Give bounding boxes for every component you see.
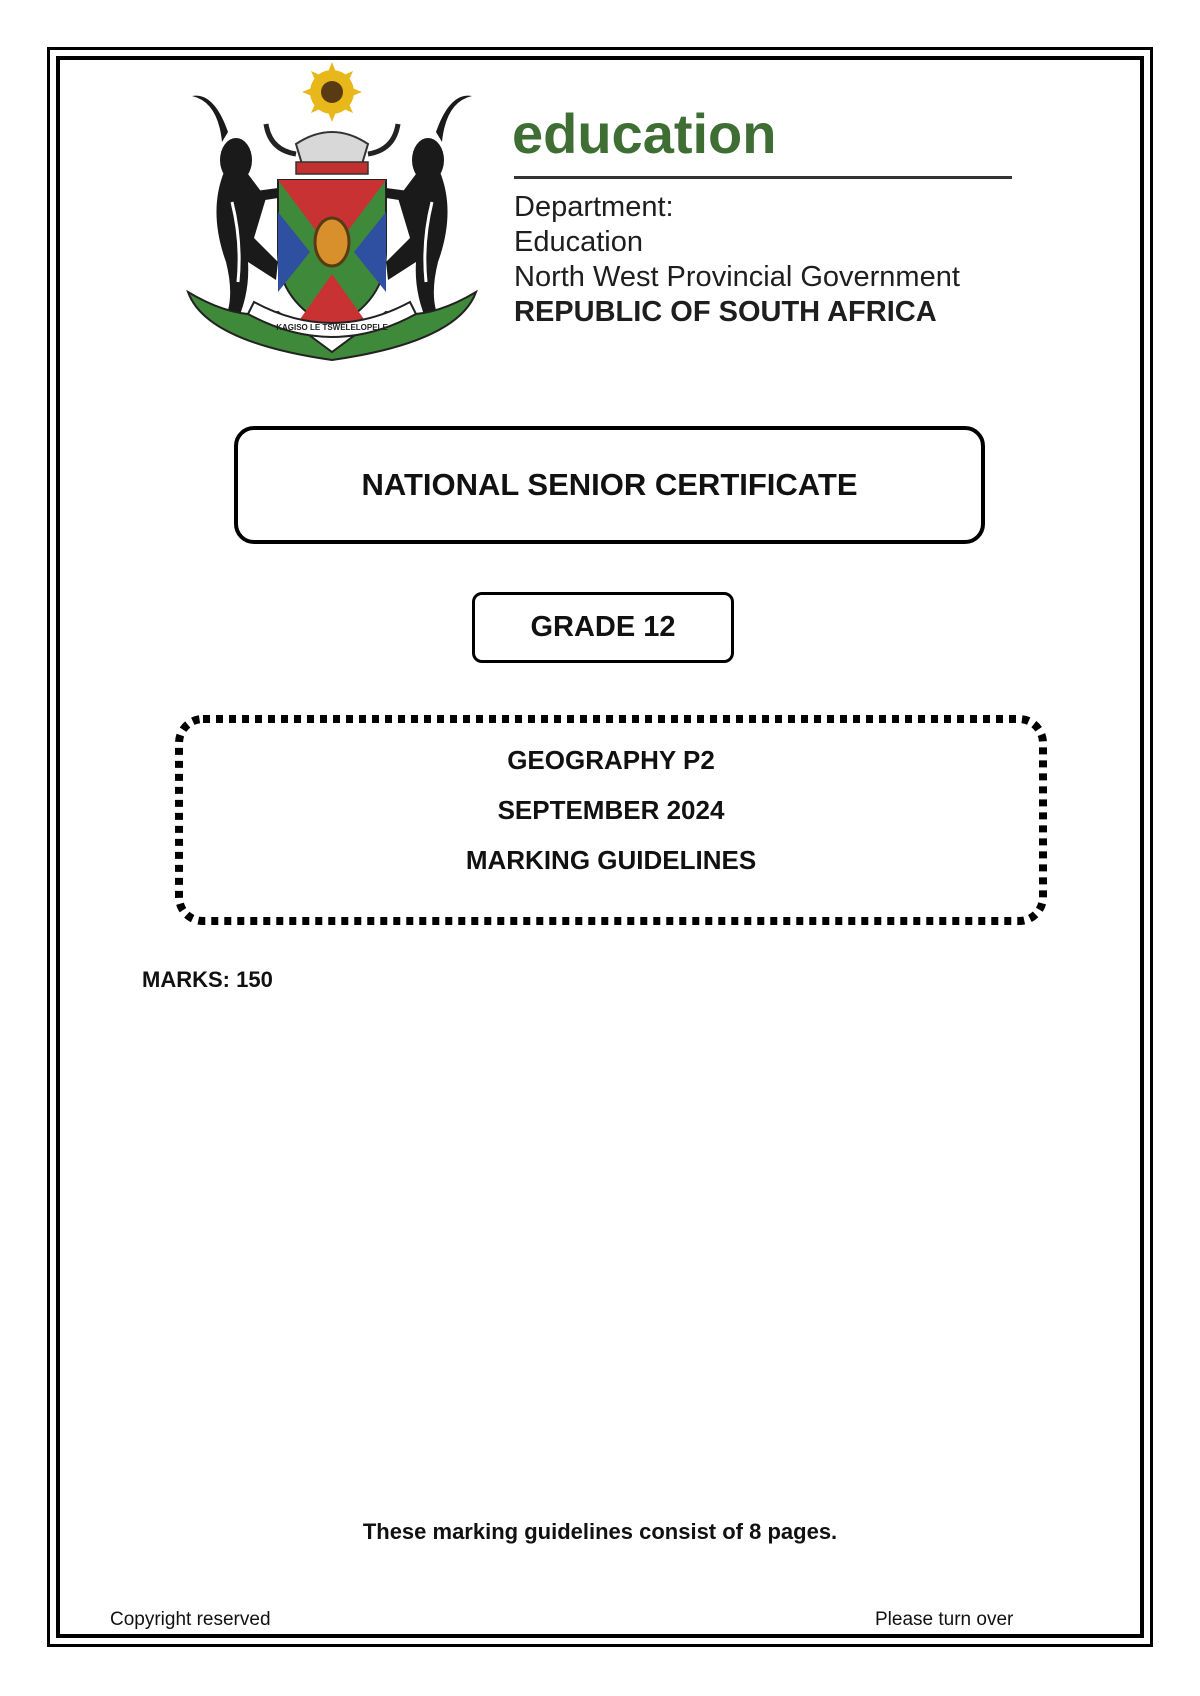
republic-name: REPUBLIC OF SOUTH AFRICA <box>514 296 937 328</box>
department-label: Department: <box>514 191 674 223</box>
provincial-government: North West Provincial Government <box>514 261 960 293</box>
footer-turn-over: Please turn over <box>875 1609 1014 1630</box>
footer-copyright: Copyright reserved <box>110 1609 271 1630</box>
wordmark-divider <box>514 176 1012 179</box>
grade-box <box>472 592 734 663</box>
document-type: MARKING GUIDELINES <box>465 845 757 875</box>
exam-session: SEPTEMBER 2024 <box>497 795 725 825</box>
crest-motto: KAGISO LE TSWELELOPELE <box>276 323 388 332</box>
certificate-title: NATIONAL SENIOR CERTIFICATE <box>361 467 858 502</box>
subject-title: GEOGRAPHY P2 <box>507 745 715 775</box>
grade-label: GRADE 12 <box>530 611 676 643</box>
department-name: Education <box>514 226 643 258</box>
page-count-note: These marking guidelines consist of 8 pages. <box>362 1519 838 1544</box>
education-wordmark: education <box>512 102 777 165</box>
total-marks: MARKS: 150 <box>142 967 273 992</box>
coat-of-arms-icon <box>178 62 486 362</box>
certificate-title-box <box>234 426 985 544</box>
